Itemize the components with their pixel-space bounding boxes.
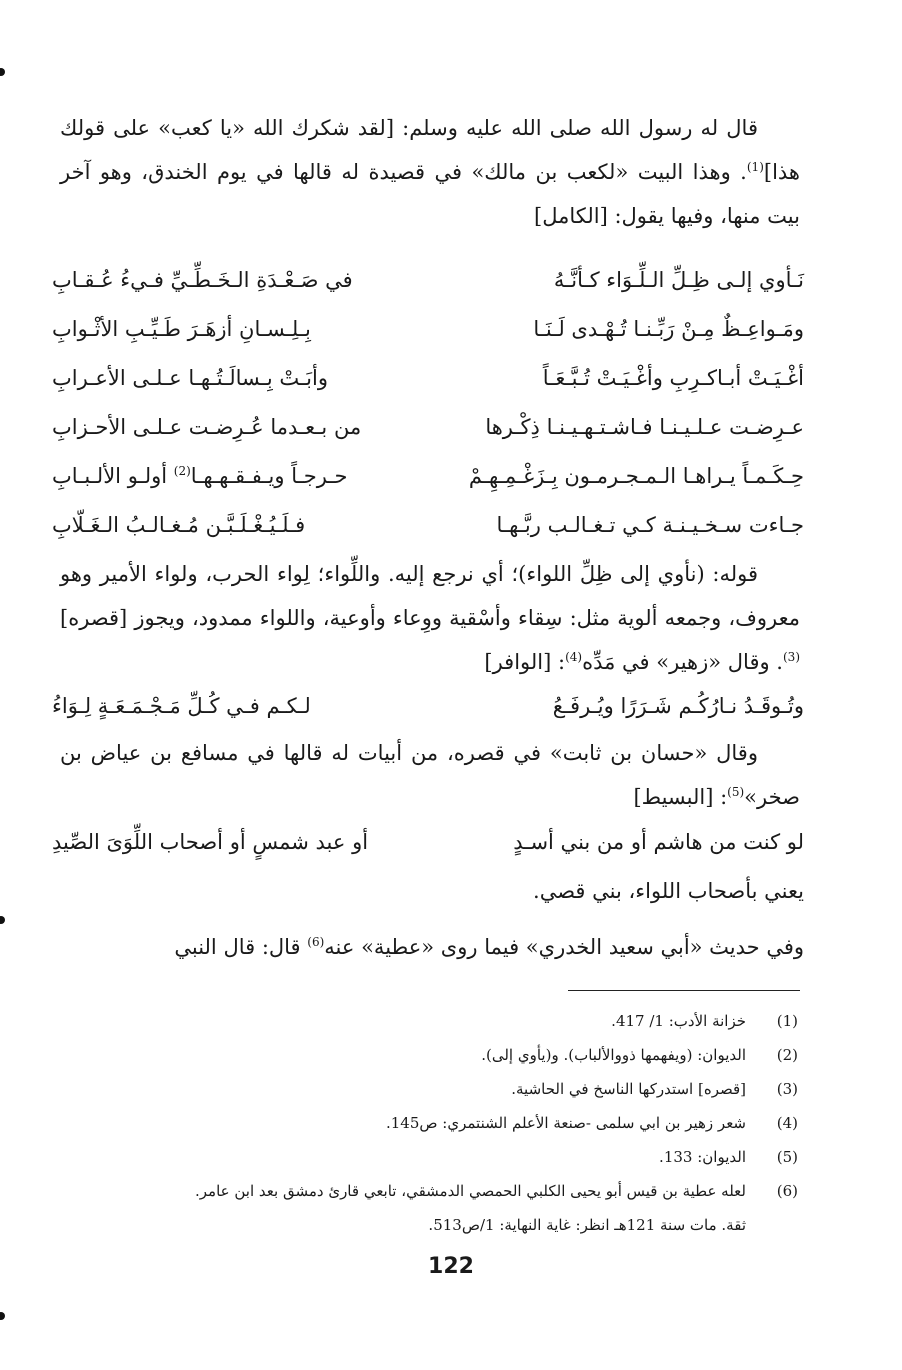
footnote-ref-6: (6)	[307, 935, 325, 949]
verse-first-hemistich: نَـأوي إلـى ظِـلِّ الـلِّـوَاء كـأنَّـهُ	[553, 268, 804, 292]
poem-verse	[52, 258, 804, 302]
zuhair-verse	[52, 684, 804, 728]
verse-first-hemistich: وتُـوقَـدُ نـارُكُـم شَـرَرًا ويُـرفَـعُ	[552, 694, 804, 718]
footnote-number: (2)	[776, 1046, 798, 1064]
verse-second-hemistich	[52, 454, 412, 498]
verse-second-text: حـرجـاً ويـفـقـهـهـا	[190, 464, 348, 488]
footnote-text: الديوان: 133.	[659, 1148, 746, 1166]
explanation-line	[52, 869, 846, 913]
footnote-text: خزانة الأدب: 1/ 417.	[611, 1012, 746, 1030]
footnote-number: (4)	[776, 1114, 798, 1132]
commentary-paragraph	[60, 552, 800, 684]
scan-mark-top	[0, 68, 5, 76]
poem-verse	[52, 307, 804, 351]
closing-line	[52, 925, 846, 969]
hassan-intro-paragraph	[60, 731, 800, 819]
poem-verse	[52, 405, 804, 449]
closing-text: وفي حديث «أبي سعيد الخدري» فيما روى «عطية» عنه	[324, 935, 804, 959]
commentary-text-2: . وقال «زهير» في مَدِّه	[582, 650, 783, 674]
commentary-text: قوله: (نأوي إلى ظِلِّ اللواء)؛ أي نرجع إليه. واللِّواء؛ لِواء الحرب، ولواء الأمير وهو معروف، وجمعه ألوية مثل: سِقاء وأسْقية ووِعاء وأوعية، واللواء ممدود، ويجوز [قصره]	[60, 562, 800, 630]
verse-second-hemistich: من بـعـدما عُـرِضـت عـلـى الأحـزابِ	[52, 415, 362, 439]
verse-second-hemistich: فـلَـيُـغْـلَـبَّـن مُـغـالـبُ الـغَـلّابِ	[52, 513, 306, 537]
verse-second-hemistich: لـكـم فـي كُـلِّ مَـجْـمَـعَـةٍ لِـوَاءُ	[52, 694, 311, 718]
explanation-text: يعني بأصحاب اللواء، بني قصي.	[533, 879, 804, 903]
hassan-intro-text: وقال «حسان بن ثابت» في قصره، من أبيات له قالها في مسافع بن عياض بن صخر»	[60, 741, 800, 809]
footnotes	[56, 1004, 798, 1242]
page-number: 122	[428, 1254, 474, 1279]
footnote-number: (3)	[776, 1080, 798, 1098]
meter-label: : [البسيط]	[633, 785, 728, 809]
verse-second-hemistich: وأبَـتْ بِـسالَـتُـهـا عـلـى الأعـرابِ	[52, 366, 328, 390]
footnote-text: [قصره] استدركها الناسخ في الحاشية.	[511, 1080, 746, 1098]
scan-mark-bottom	[0, 1312, 5, 1320]
footnote-ref-1: (1)	[746, 160, 764, 174]
verse-second-hemistich: بِـلِـسـانِ أزهَـرَ طَـيِّـبِ الأثْـوابِ	[52, 317, 311, 341]
hassan-verse	[52, 820, 804, 864]
verse-second-hemistich: في صَـعْـدَةِ الـخَـطِّـيِّ فـيءُ عُـقـابِ	[52, 268, 353, 292]
verse-first-hemistich: ومَـواعِـظٌ مِـنْ رَبِّـنـا تُـهْـدى لَـنَـا	[533, 317, 804, 341]
footnote	[56, 1106, 798, 1140]
footnote-ref-5: (5)	[727, 785, 745, 799]
footnote	[56, 1038, 798, 1072]
footnote-text: الديوان: (ويفهمها ذووالألباب). و(يأوي إلى).	[481, 1046, 746, 1064]
verse-first-hemistich: حِـكَـمـاً يـراهـا الـمـجـرمـون بِـزَغْـمِـهِـمْ	[468, 464, 804, 488]
footnote-ref-3: (3)	[782, 650, 800, 664]
footnote-number: (6)	[776, 1182, 798, 1200]
footnote	[56, 1004, 798, 1038]
footnote-continuation: ثقة. مات سنة 121هـ انظر: غاية النهاية: 1/ص513.	[428, 1216, 746, 1234]
verse-first-hemistich: جـاءت سـخـيـنـة كـي تـغـالـب ربَّـهـا	[496, 513, 804, 537]
footnote	[56, 1174, 798, 1208]
footnote-ref-2: (2)	[173, 464, 191, 478]
intro-text: قال له رسول الله صلى الله عليه وسلم: [لقد شكرك الله «يا كعب» على قولك هذا]	[60, 116, 800, 184]
footnote-text: شعر زهير بن ابي سلمى -صنعة الأعلم الشنتمري: ص145.	[385, 1114, 746, 1132]
poem-verse	[52, 503, 804, 547]
scan-mark-middle	[0, 916, 5, 924]
verse-first-hemistich: لو كنت من هاشم أو من بني أسـدٍ	[513, 830, 804, 854]
verse-second-text-end: أولـو الألـبـابِ	[52, 464, 174, 488]
footnote-number: (5)	[776, 1148, 798, 1166]
footnote-number: (1)	[776, 1012, 798, 1030]
footnote	[56, 1072, 798, 1106]
footnote	[56, 1140, 798, 1174]
closing-text-end: قال: قال النبي	[174, 935, 308, 959]
verse-second-hemistich: أو عبد شمسٍ أو أصحاب اللِّوَىَ الصِّيدِ	[52, 830, 369, 854]
verse-first-hemistich: أغْـيَـتْ أبـاكـرِبِ وأغْـيَـتْ تُـبَّـعَـاً	[542, 366, 804, 390]
footnote-text: لعله عطية بن قيس أبو يحيى الكلبي الحمصي الدمشقي، تابعي قارئ دمشق بعد ابن عامر.	[195, 1182, 746, 1200]
intro-paragraph	[60, 106, 800, 238]
footnote-ref-4: (4)	[565, 650, 583, 664]
intro-text-continued: . وهذا البيت «لكعب بن مالك» في قصيدة له قالها في يوم الخندق، وهو آخر بيت منها، وفيها يقول: [الكامل]	[60, 160, 800, 228]
poem-verse	[52, 356, 804, 400]
footnote-separator	[568, 990, 800, 991]
meter-label: : [الوافر]	[484, 650, 566, 674]
verse-first-hemistich: عـرِضـت عـلـيـنـا فـاشـتـهـيـنـا ذِكْـرها	[485, 415, 804, 439]
poem-verse	[52, 454, 804, 498]
